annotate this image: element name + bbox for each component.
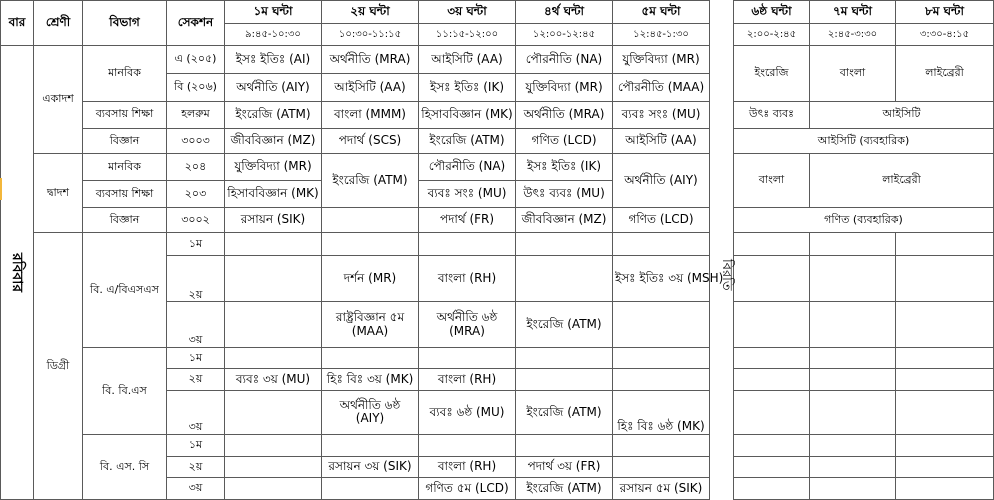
period-3-header: ৩য় ঘন্টা: [419, 1, 516, 24]
schedule-cell: [225, 347, 322, 369]
schedule-cell: আইসিটি (AA): [322, 74, 419, 102]
period-2-time: ১০:৩০-১১:১৫: [322, 23, 419, 46]
period-6-time: ২:০০-২:৪৫: [734, 23, 810, 46]
schedule-cell: [225, 456, 322, 478]
schedule-cell: যুক্তিবিদ্যা (MR): [516, 74, 613, 102]
schedule-cell: গণিত ৫ম (LCD): [419, 478, 516, 500]
schedule-cell: [322, 302, 419, 347]
period-1-time: ৯:৪৫-১০:৩০: [225, 23, 322, 46]
day-header: বার: [1, 1, 34, 46]
schedule-cell: [322, 435, 419, 457]
schedule-cell: [613, 435, 710, 457]
schedule-cell: অর্থনীতি (MRA): [322, 46, 419, 74]
section-label: ৩০০৩: [167, 128, 225, 154]
year-label: ১ম: [167, 233, 225, 256]
schedule-cell: [419, 233, 516, 256]
schedule-cell: [896, 233, 994, 256]
schedule-cell: পৌরনীতি (MAA): [613, 74, 710, 102]
schedule-cell: [613, 456, 710, 478]
class-label-xi: একাদশ: [34, 46, 83, 154]
schedule-cell: যুক্তিবিদ্যা (MR): [613, 46, 710, 74]
period-8-header: ৮ম ঘন্টা: [896, 1, 994, 24]
class-label-xii: দ্বাদশ: [34, 154, 83, 233]
period-5-time: ১২:৪৫-১:৩০: [613, 23, 710, 46]
schedule-cell: [225, 302, 322, 347]
dept-label: মানবিক: [83, 46, 167, 102]
table-row: [1, 128, 994, 154]
schedule-cell: গণিত (ব্যবহারিক): [734, 207, 994, 233]
schedule-cell: অর্থনীতি (MRA): [516, 101, 613, 128]
schedule-cell: ব্যবঃ ৬ষ্ঠ (MU): [419, 390, 516, 434]
class-header: শ্রেণী: [34, 1, 83, 46]
schedule-cell: [419, 435, 516, 457]
schedule-cell: পদার্থ ৩য় (FR): [516, 456, 613, 478]
schedule-cell: [896, 302, 994, 347]
schedule-cell: জীববিজ্ঞান (MZ): [516, 207, 613, 233]
schedule-cell: ব্যবঃ ৩য় (MU): [225, 369, 322, 391]
schedule-cell: [810, 478, 896, 500]
schedule-cell: [613, 347, 710, 369]
schedule-cell: ইংরেজি (ATM): [516, 390, 613, 434]
dept-label: বিজ্ঞান: [83, 207, 167, 233]
year-label: ৩য়: [167, 302, 225, 347]
schedule-cell: গণিত (LCD): [516, 128, 613, 154]
schedule-cell: বাংলা: [734, 154, 810, 208]
schedule-cell: উৎঃ ব্যবঃ (MU): [516, 181, 613, 208]
schedule-cell: হিসাববিজ্ঞান (MK): [225, 181, 322, 208]
schedule-cell: বাংলা (RH): [419, 369, 516, 391]
schedule-cell: [810, 435, 896, 457]
dept-label: মানবিক: [83, 154, 167, 181]
schedule-cell: ইংরেজি: [734, 46, 810, 102]
schedule-cell-text: রাষ্ট্রবিজ্ঞান ৫ম (MAA): [335, 309, 405, 338]
schedule-cell: দর্শন (MR): [322, 256, 419, 302]
schedule-cell: [322, 390, 419, 434]
period-6-header: ৬ষ্ঠ ঘন্টা: [734, 1, 810, 24]
schedule-cell: [810, 390, 896, 434]
schedule-cell: রসায়ন ৫ম (SIK): [613, 478, 710, 500]
schedule-cell: পদার্থ (SCS): [322, 128, 419, 154]
schedule-cell: অর্থনীতি (AIY): [225, 74, 322, 102]
schedule-cell: [734, 302, 810, 347]
section-label: ২০৪: [167, 154, 225, 181]
schedule-cell: অর্থনীতি (AIY): [613, 154, 710, 208]
schedule-cell: বাংলা (RH): [419, 256, 516, 302]
schedule-cell: বাংলা (RH): [419, 456, 516, 478]
period-4-time: ১২:০০-১২:৪৫: [516, 23, 613, 46]
schedule-cell: [225, 435, 322, 457]
schedule-cell: বাংলা (MMM): [322, 101, 419, 128]
schedule-cell: বাংলা: [810, 46, 896, 102]
class-label-degree: ডিগ্রী: [34, 233, 83, 500]
schedule-cell: হিঃ বিঃ ৩য় (MK): [322, 369, 419, 391]
schedule-cell: [810, 456, 896, 478]
section-label: এ (২০৫): [167, 46, 225, 74]
table-row: [1, 233, 994, 256]
period-4-header: ৪র্থ ঘন্টা: [516, 1, 613, 24]
year-label: ৩য়: [167, 478, 225, 500]
year-label: ১ম: [167, 435, 225, 457]
schedule-cell: জীববিজ্ঞান (MZ): [225, 128, 322, 154]
schedule-cell: [225, 233, 322, 256]
schedule-cell: [734, 456, 810, 478]
schedule-cell: [613, 369, 710, 391]
schedule-cell: আইসিটি (AA): [419, 46, 516, 74]
schedule-cell: [322, 233, 419, 256]
schedule-cell: [613, 233, 710, 256]
schedule-cell: ইংরেজি (ATM): [322, 154, 419, 208]
schedule-cell: [734, 478, 810, 500]
schedule-cell: আইসিটি: [810, 101, 994, 128]
section-header: সেকশন: [167, 1, 225, 46]
year-label: ৩য়: [167, 390, 225, 434]
period-2-header: ২য় ঘন্টা: [322, 1, 419, 24]
schedule-cell: [516, 256, 613, 302]
table-row: [1, 347, 994, 369]
schedule-cell: ইংরেজি (ATM): [516, 302, 613, 347]
schedule-cell: [896, 256, 994, 302]
schedule-cell: [516, 347, 613, 369]
year-label: ১ম: [167, 347, 225, 369]
schedule-cell: [225, 390, 322, 434]
schedule-cell: [734, 390, 810, 434]
period-1-header: ১ম ঘন্টা: [225, 1, 322, 24]
dept-label: বি. এস. সি: [83, 435, 167, 500]
schedule-cell: [810, 256, 896, 302]
period-5-header: ৫ম ঘন্টা: [613, 1, 710, 24]
table-row: [1, 101, 994, 128]
section-label: হলরুম: [167, 101, 225, 128]
year-label: ২য়: [167, 369, 225, 391]
schedule-cell: পৌরনীতি (NA): [419, 154, 516, 181]
schedule-cell-text: ইসঃ ইতিঃ ৩য় (MSH): [615, 270, 724, 285]
schedule-cell: রসায়ন (SIK): [225, 207, 322, 233]
schedule-cell: [810, 369, 896, 391]
table-row: [1, 154, 994, 181]
schedule-cell: [896, 347, 994, 369]
section-label: ২০৩: [167, 181, 225, 208]
header-row: [1, 1, 994, 24]
row-highlight-marker: [0, 178, 2, 200]
schedule-cell: [734, 256, 810, 302]
schedule-cell: [613, 256, 724, 302]
schedule-cell: [896, 456, 994, 478]
schedule-cell: [734, 369, 810, 391]
schedule-cell-text: অর্থনীতি ৬ষ্ঠ (MRA): [436, 309, 498, 338]
year-label: ২য়: [167, 456, 225, 478]
table-row: [1, 435, 994, 457]
schedule-cell: [322, 478, 419, 500]
schedule-cell: যুক্তিবিদ্যা (MR): [225, 154, 322, 181]
schedule-cell: [225, 256, 322, 302]
period-3-time: ১১:১৫-১২:০০: [419, 23, 516, 46]
section-label: বি (২০৬): [167, 74, 225, 102]
schedule-cell: ব্যবঃ সংঃ (MU): [419, 181, 516, 208]
schedule-cell: [419, 302, 516, 347]
dept-label: বি. বি.এস: [83, 347, 167, 434]
schedule-cell: হিসাববিজ্ঞান (MK): [419, 101, 516, 128]
schedule-cell: [810, 302, 896, 347]
schedule-cell: [896, 435, 994, 457]
schedule-cell: [419, 347, 516, 369]
schedule-cell: [516, 233, 613, 256]
schedule-cell: [734, 435, 810, 457]
schedule-cell: ইসঃ ইতিঃ (AI): [225, 46, 322, 74]
schedule-cell: ব্যবঃ সংঃ (MU): [613, 101, 710, 128]
schedule-cell: ইসঃ ইতিঃ (IK): [516, 154, 613, 181]
schedule-cell: পদার্থ (FR): [419, 207, 516, 233]
schedule-cell: [734, 233, 810, 256]
period-7-header: ৭ম ঘন্টা: [810, 1, 896, 24]
schedule-cell-text: অর্থনীতি ৬ষ্ঠ (AIY): [339, 397, 401, 426]
schedule-cell: [613, 302, 710, 347]
schedule-cell: [810, 233, 896, 256]
schedule-cell: আইসিটি (AA): [613, 128, 710, 154]
schedule-cell: হিঃ বিঃ ৬ষ্ঠ (MK): [613, 390, 710, 434]
schedule-cell: রসায়ন ৩য় (SIK): [322, 456, 419, 478]
schedule-cell: ইসঃ ইতিঃ (IK): [419, 74, 516, 102]
year-label: ২য়: [167, 256, 225, 302]
schedule-cell: [810, 347, 896, 369]
schedule-cell: লাইব্রেরী: [896, 46, 994, 102]
schedule-cell: আইসিটি (ব্যবহারিক): [734, 128, 994, 154]
schedule-cell: [322, 207, 419, 233]
schedule-cell: [516, 369, 613, 391]
dept-header: বিভাগ: [83, 1, 167, 46]
schedule-cell: ইংরেজি (ATM): [516, 478, 613, 500]
table-row: [1, 207, 994, 233]
schedule-cell: উৎঃ ব্যবঃ: [734, 101, 810, 128]
dept-label: ব্যবসায় শিক্ষা: [83, 181, 167, 208]
schedule-cell: [896, 478, 994, 500]
schedule-cell: ইংরেজি (ATM): [419, 128, 516, 154]
schedule-cell: পৌরনীতি (NA): [516, 46, 613, 74]
break-label: বিরতি: [710, 46, 734, 500]
schedule-cell: [516, 435, 613, 457]
table-row: [1, 46, 994, 74]
day-label: রবিবার: [1, 46, 34, 500]
schedule-cell: [225, 478, 322, 500]
schedule-cell: [896, 369, 994, 391]
schedule-cell: লাইব্রেরী: [810, 154, 994, 208]
schedule-cell: [734, 347, 810, 369]
break-column-header: [710, 1, 734, 46]
dept-label: বি. এ/বিএসএস: [83, 233, 167, 347]
schedule-cell: ইংরেজি (ATM): [225, 101, 322, 128]
period-7-time: ২:৪৫-৩:৩০: [810, 23, 896, 46]
schedule-cell: [896, 390, 994, 434]
period-8-time: ৩:৩০-৪:১৫: [896, 23, 994, 46]
section-label: ৩০০২: [167, 207, 225, 233]
schedule-cell: [322, 347, 419, 369]
schedule-cell: গণিত (LCD): [613, 207, 710, 233]
dept-label: ব্যবসায় শিক্ষা: [83, 101, 167, 128]
dept-label: বিজ্ঞান: [83, 128, 167, 154]
